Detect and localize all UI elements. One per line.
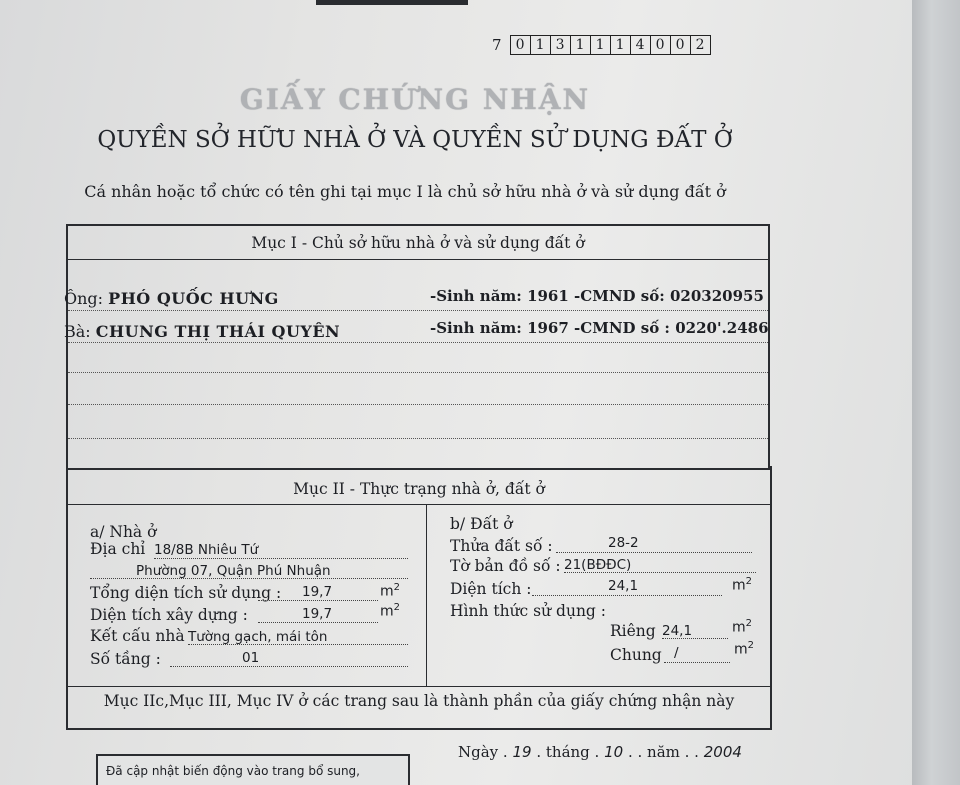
document-title: GIẤY CHỨNG NHẬN [239,83,591,116]
structure-value: Tường gạch, mái tôn [188,629,328,645]
owner-2-name: CHUNG THỊ THÁI QUYÊN [95,322,341,341]
owner-2-info [430,319,769,337]
dotted-line [68,310,768,311]
usage-label: Hình thức sử dụng : [450,602,606,620]
owner-1-name: PHÓ QUỐC HƯNG [108,289,279,308]
top-rule [316,0,468,5]
dotted-line [662,638,728,639]
address-label: Địa chỉ [90,540,146,558]
serial-digit: 1 [571,36,591,54]
house-heading: a/ Nhà ở [90,523,157,541]
dotted-line [68,342,768,343]
shared-unit [734,640,754,658]
serial-digit: 1 [531,36,551,54]
serial-digit-box [510,35,711,55]
unit-m: m [732,619,746,636]
private-unit [732,618,752,636]
map-value: 21(BĐĐC) [564,557,632,573]
floors-value: 01 [242,650,260,666]
owner-1 [64,289,279,308]
month-label: . tháng . [536,743,600,761]
serial-digit: 0 [671,36,691,54]
serial-digit: 2 [695,37,705,53]
section-2-footer-divider [68,686,770,687]
serial-digit: 4 [631,36,651,54]
address-line-2: Phường 07, Quận Phú Nhuận [136,563,331,579]
owner-1-id-label: -CMND số: [574,287,665,305]
address-line-1: 18/8B Nhiêu Tứ [154,542,259,558]
issue-date [458,743,742,761]
serial-digit: 0 [511,36,531,54]
section-1-header: Mục I - Chủ sở hữu nhà ở và sử dụng đất ở [251,234,585,252]
dotted-line [188,644,408,645]
dotted-line [258,600,378,601]
built-area-label: Diện tích xây dựng : [90,606,248,624]
serial-number [492,35,711,55]
unit-m: m [732,577,746,594]
unit-power: 2 [393,602,401,613]
shared-label: Chung [610,646,662,664]
section-2-header: Mục II - Thực trạng nhà ở, đất ở [293,480,545,498]
unit-power: 2 [745,618,753,629]
dotted-line [154,558,408,559]
serial-digit: 1 [611,36,631,54]
footer-note: Mục IIc,Mục III, Mục IV ở các trang sau là thành phần của giấy chứng nhận này [103,692,735,710]
map-label: Tờ bản đồ số : [450,557,561,575]
total-area-value: 19,7 [302,584,333,600]
unit-power: 2 [747,640,755,651]
private-label: Riêng [610,622,656,640]
owner-2-label: Bà: [64,322,91,341]
total-area-unit [380,582,400,600]
unit-power: 2 [745,576,753,587]
built-area-value: 19,7 [302,606,333,622]
plot-label: Thửa đất số : [450,537,553,555]
owner-1-info [430,287,764,305]
plot-value: 28-2 [608,535,639,551]
month-value: 10 [604,743,624,761]
dotted-line [170,666,408,667]
land-heading: b/ Đất ở [450,515,513,533]
owner-1-birth-year: 1961 [527,287,569,305]
structure-label: Kết cấu nhà [90,627,185,645]
owner-1-label: Ông: [64,289,104,308]
land-area-value: 24,1 [608,578,639,594]
day-label: Ngày . [458,743,508,761]
section-1-divider [68,259,768,260]
dotted-line [532,595,722,596]
document-subtitle: QUYỀN SỞ HỮU NHÀ Ở VÀ QUYỀN SỬ DỤNG ĐẤT Ở [97,127,733,153]
stamp-text: Đã cập nhật biến động vào trang bổ sung, [106,764,360,778]
serial-digit: 3 [551,36,571,54]
underlying-page [912,0,960,785]
built-area-unit [380,602,400,620]
dotted-line [556,552,752,553]
unit-m: m [380,603,394,620]
owner-2 [64,322,340,341]
owner-2-birth-year: 1967 [527,319,569,337]
owner-1-id: 020320955 [669,287,764,305]
dotted-line [68,438,768,439]
year-label: . . năm . . [627,743,699,761]
shared-value: / [674,645,679,661]
update-stamp [96,754,410,785]
dotted-line [68,404,768,405]
unit-m: m [734,641,748,658]
serial-digit: 0 [651,36,671,54]
section-2-divider [68,504,770,505]
serial-digit: 1 [591,36,611,54]
dotted-line [664,662,730,663]
total-area-label: Tổng diện tích sử dụng : [90,584,282,602]
private-value: 24,1 [662,623,693,639]
section-2-column-divider [426,504,427,686]
floors-label: Số tầng : [90,650,161,668]
section-2-box [66,466,772,730]
land-area-label: Diện tích : [450,580,532,598]
intro-text: Cá nhân hoặc tổ chức có tên ghi tại mục I là chủ sở hữu nhà ở và sử dụng đất ở [84,182,726,201]
land-area-unit [732,576,752,594]
owner-2-birth-label: -Sinh năm: [430,319,522,337]
owner-1-birth-label: -Sinh năm: [430,287,522,305]
dotted-line [258,622,378,623]
section-1-box [66,224,770,470]
owner-2-id: 0220'.2486 [675,319,769,337]
day-value: 19 [512,743,532,761]
unit-m: m [380,583,394,600]
serial-prefix: 7 [492,36,502,54]
owner-2-id-label: -CMND số : [574,319,670,337]
dotted-line [564,572,756,573]
year-value: 2004 [703,743,742,761]
unit-power: 2 [393,582,401,593]
dotted-line [68,372,768,373]
